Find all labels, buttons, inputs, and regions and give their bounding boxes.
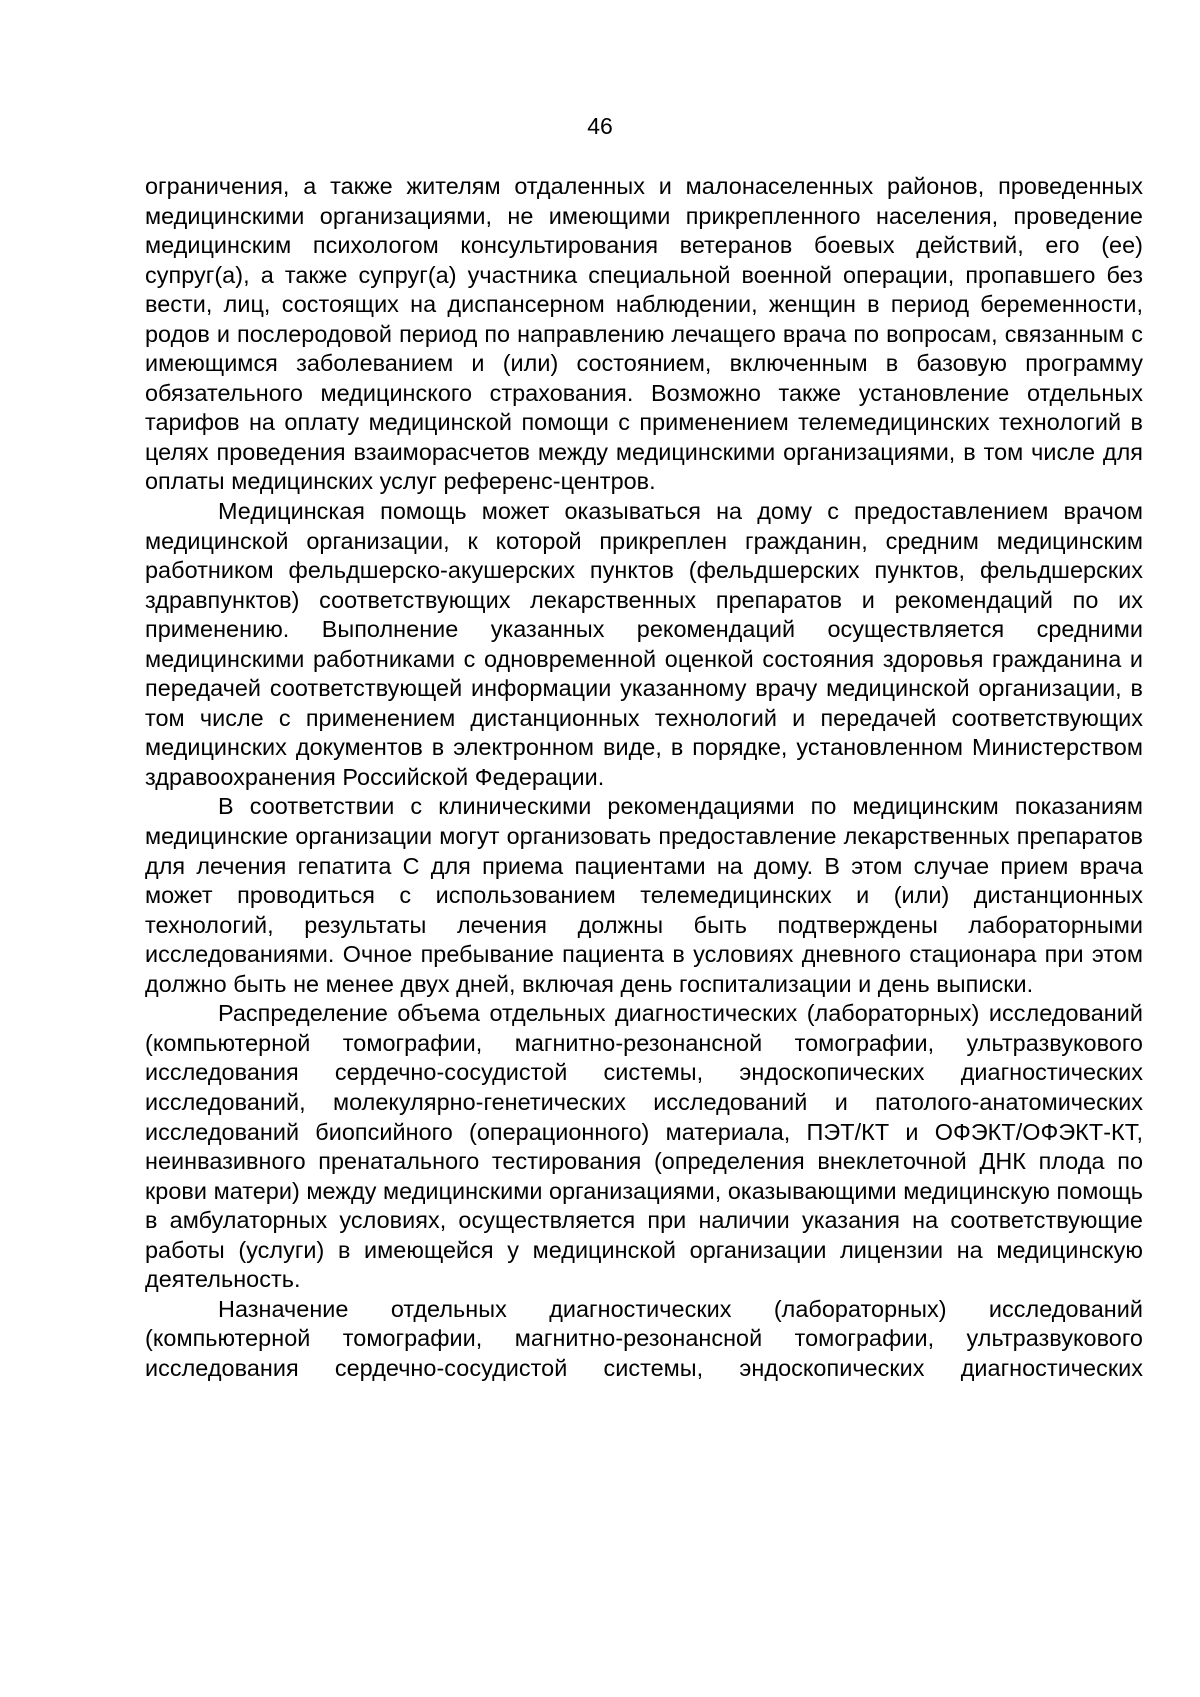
page-number: 46 bbox=[587, 113, 613, 139]
paragraph-continuation: ограничения, а также жителям отдаленных и малонаселенных районов, проведенных медицинскими организациями, не имеющими прикрепленного населения, проведение медицинским психологом консультирования ветеранов боевых действий, его (ее) супруг(а), а также супруг(а) участника специальной военной операции, пропавшего без вести, лиц, состоящих на диспансерном наблюдении, женщин в период беременности, родов и послеродовой период по направлению лечащего врача по вопросам, связанным с имеющимся заболеванием и (или) состоянием, включенным в базовую программу обязательного медицинского страхования. Возможно также установление отдельных тарифов на оплату медицинской помощи с применением телемедицинских технологий в целях проведения взаиморасчетов между медицинскими организациями, в том числе для оплаты медицинских услуг референс-центров. bbox=[145, 173, 1143, 495]
paragraph-diagnostics-distribution: Распределение объема отдельных диагностических (лабораторных) исследований (компьютерной томографии, магнитно-резонансной томографии, ультразвукового исследования сердечно-сосудистой системы, эндоскопических диагностических исследований, молекулярно-генетических исследований и патолого-анатомических исследований биопсийного (операционного) материала, ПЭТ/КТ и ОФЭКТ/ОФЭКТ-КТ, неинвазивного пренатального тестирования (определения внеклеточной ДНК плода по крови матери) между медицинскими организациями, оказывающими медицинскую помощь в амбулаторных условиях, осуществляется при наличии указания на соответствующие работы (услуги) в имеющейся у медицинской организации лицензии на медицинскую деятельность. bbox=[145, 1000, 1143, 1293]
paragraph-hepatitis-c: В соответствии с клиническими рекомендациями по медицинским показаниям медицинские организации могут организовать предоставление лекарственных препаратов для лечения гепатита С для приема пациентами на дому. В этом случае прием врача может проводиться с использованием телемедицинских и (или) дистанционных технологий, результаты лечения должны быть подтверждены лабораторными исследованиями. Очное пребывание пациента в условиях дневного стационара при этом должно быть не менее двух дней, включая день госпитализации и день выписки. bbox=[145, 793, 1143, 997]
paragraph-diagnostics-assignment: Назначение отдельных диагностических (лабораторных) исследований (компьютерной томографии, магнитно-резонансной томографии, ультразвукового исследования сердечно-сосудистой системы, эндоскопических диагностических bbox=[145, 1295, 1143, 1381]
paragraph-home-care: Медицинская помощь может оказываться на дому с предоставлением врачом медицинской организации, к которой прикреплен гражданин, средним медицинским работником фельдшерско-акушерских пунктов (фельдшерских пунктов, фельдшерских здравпунктов) соответствующих лекарственных препаратов и рекомендаций по их применению. Выполнение указанных рекомендаций осуществляется средними медицинскими работниками с одновременной оценкой состояния здоровья гражданина и передачей соответствующей информации указанному врачу медицинской организации, в том числе с применением дистанционных технологий и передачей соответствующих медицинских документов в электронном виде, в порядке, установленном Министерством здравоохранения Российской Федерации. bbox=[145, 498, 1143, 790]
body-text bbox=[145, 172, 1143, 1383]
